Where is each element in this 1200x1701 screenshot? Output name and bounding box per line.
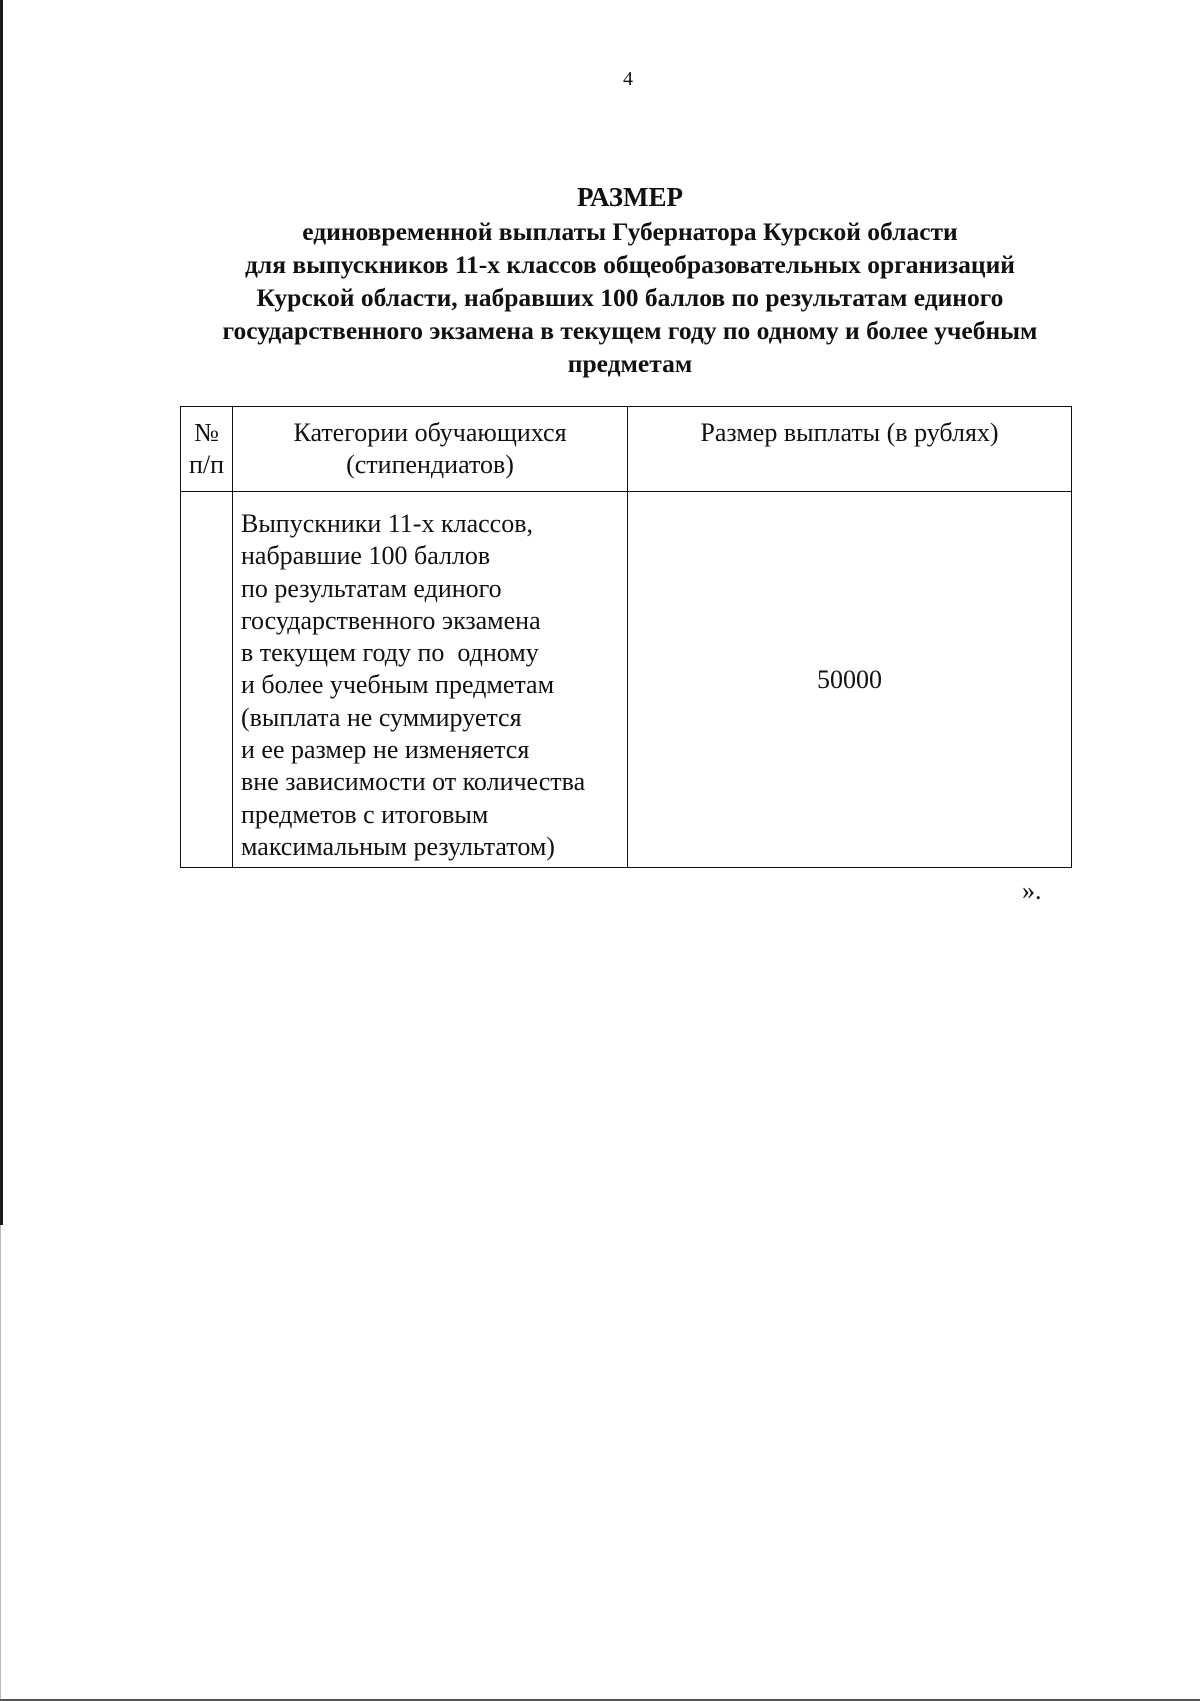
header-number [181, 407, 233, 492]
title-line: единовременной выплаты Губернатора Курской области [302, 217, 958, 246]
category-text-line: максимальным результатом) [241, 831, 555, 861]
title-line: предметам [567, 349, 693, 378]
header-category [233, 407, 628, 492]
header-category-line: Категории обучающихся [293, 418, 567, 447]
payment-table [180, 406, 1072, 868]
category-text-line: и более учебным предметам [241, 670, 555, 700]
page-number: 4 [623, 68, 633, 90]
category-text-line: набравшие 100 баллов [241, 541, 491, 571]
scan-left-edge [0, 0, 3, 1225]
table-row [181, 492, 1072, 868]
title-main: РАЗМЕР [576, 182, 684, 212]
row-amount-cell: 50000 [628, 492, 1072, 868]
title-line: государственного экзамена в текущем году по одному и более учебным [222, 316, 1038, 345]
title-line: для выпускников 11-х классов общеобразовательных организаций [244, 250, 1016, 279]
category-text-line: вне зависимости от количества [241, 767, 586, 797]
category-text-line: предметов с итоговым [241, 799, 489, 829]
category-text-line: и ее размер не изменяется [241, 735, 530, 765]
row-category-cell [233, 492, 628, 868]
header-number-abbr: п/п [188, 450, 225, 479]
title-line: Курской области, набравших 100 баллов по результатам единого [256, 283, 1004, 312]
category-text-line: по результатам единого [241, 573, 502, 603]
row-number-cell [181, 492, 233, 868]
header-category-line: (стипендиатов) [346, 450, 514, 479]
header-amount: Размер выплаты (в рублях) [628, 407, 1072, 492]
header-number-sign: № [194, 418, 219, 447]
closing-quote-mark: ». [1022, 876, 1042, 905]
category-text-line: в текущем году по одному [241, 638, 539, 668]
scan-left-edge-faint [0, 1225, 1, 1701]
category-text-line: Выпускники 11-х классов, [241, 509, 533, 538]
document-title [150, 180, 1110, 380]
category-text-line: государственного экзамена [241, 605, 541, 635]
table-header-row [181, 407, 1072, 492]
category-text-line: (выплата не суммируется [241, 702, 522, 732]
